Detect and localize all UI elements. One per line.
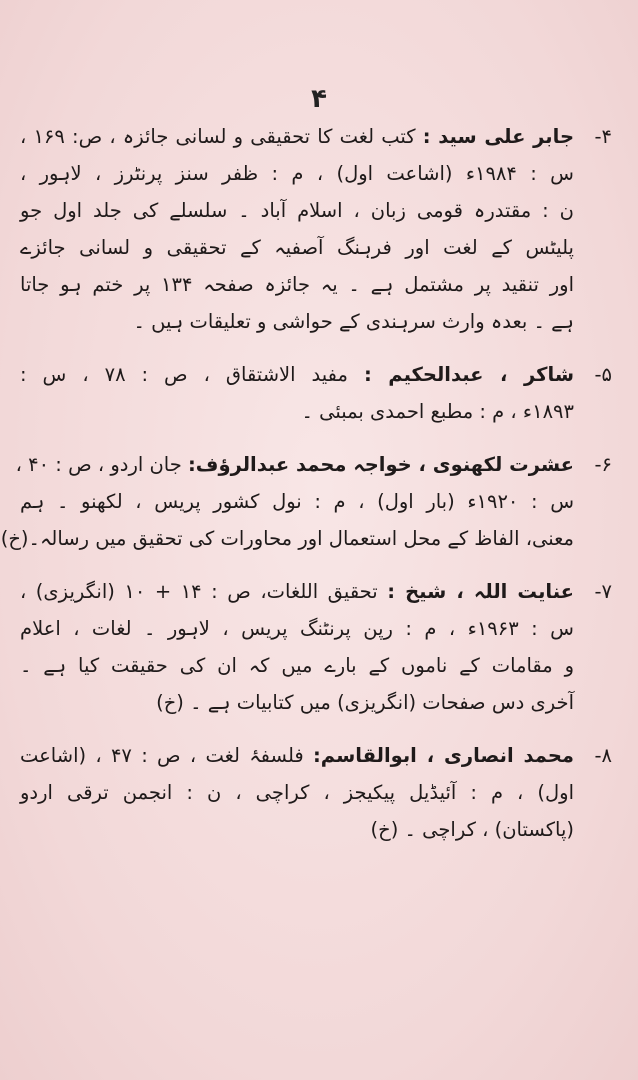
entry-6 <box>0 446 612 557</box>
entry-line: ہے ۔ بعدہ وارث سرہندی کے حواشی و تعلیقات ہیں ۔ <box>133 310 574 333</box>
entry-8 <box>20 737 612 848</box>
entry-line: ۱۸۹۳ء ، م : مطبع احمدی بمبئی ۔ <box>301 400 574 423</box>
entry-line <box>20 573 612 610</box>
entry-number: ۵- <box>594 363 612 386</box>
entry-title: تحقیق اللغات، ص : ۱۴ + ۱۰ (انگریزی) ، <box>20 580 388 603</box>
entry-author: عنایت اللہ ، شیخ : <box>387 580 574 603</box>
entry-number: ۷- <box>594 580 612 603</box>
entry-title: جان اردو ، ص : ۴۰ ، <box>15 453 188 476</box>
entry-line: پلیٹس کے لغت اور فرہنگ آصفیہ کے تحقیقی و لسانی جائزے <box>20 236 574 259</box>
entry-title: مفید الاشتقاق ، ص : ۷۸ ، س : <box>20 363 364 386</box>
entry-line: س : ۱۹۸۴ء (اشاعت اول) ، م : ظفر سنز پرنٹرز ، لاہور ، <box>20 162 574 185</box>
entry-title: فلسفۂ لغت ، ص : ۴۷ ، (اشاعت <box>20 744 313 767</box>
entry-7 <box>20 573 612 721</box>
entry-author: جابر علی سید : <box>422 125 574 148</box>
entry-line: و مقامات کے ناموں کے بارے میں کہ ان کی حقیقت کیا ہے ۔ <box>20 654 574 677</box>
entry-line: س : ۱۹۶۳ء ، م : رپن پرنٹنگ پریس ، لاہور ۔ لغات ، اعلام <box>20 617 574 640</box>
entry-line: اول) ، م : آئیڈیل پیکیجز ، کراچی ، ن : انجمن ترقی اردو <box>20 781 574 804</box>
entry-line: ن : مقتدرہ قومی زبان ، اسلام آباد ۔ سلسلے کی جلد اول جو <box>20 199 574 222</box>
entry-number: ۶- <box>594 453 612 476</box>
entry-number: ۴- <box>594 125 612 148</box>
entry-line: معنی، الفاظ کے محل استعمال اور محاورات کی تحقیق میں رسالہ۔(خ) <box>0 527 574 550</box>
entry-line <box>20 118 612 155</box>
entry-author: محمد انصاری ، ابوالقاسم: <box>313 744 574 767</box>
bibliography-list <box>0 118 612 848</box>
entry-line <box>15 446 612 483</box>
entry-line: آخری دس صفحات (انگریزی) میں کتابیات ہے ۔ (خ) <box>156 691 574 714</box>
entry-number: ۸- <box>594 744 612 767</box>
entry-line <box>20 737 612 774</box>
entry-4 <box>20 118 612 340</box>
entry-author: شاکر ، عبدالحکیم : <box>363 363 574 386</box>
entry-line: اور تنقید پر مشتمل ہے ۔ یہ جائزہ صفحہ ۱۳۴ پر ختم ہو جاتا <box>20 273 574 296</box>
entry-author: عشرت لکھنوی ، خواجہ محمد عبدالرؤف: <box>188 453 574 476</box>
page-number: ۴ <box>311 84 327 114</box>
entry-5 <box>20 356 612 430</box>
entry-line: س : ۱۹۲۰ء (بار اول) ، م : نول کشور پریس ، لکھنو ۔ ہم <box>20 490 574 513</box>
entry-line <box>20 356 612 393</box>
entry-title: کتب لغت کا تحقیقی و لسانی جائزہ ، ص: ۱۶۹ ، <box>20 125 423 148</box>
entry-line: (پاکستان) ، کراچی ۔ (خ) <box>370 818 574 841</box>
